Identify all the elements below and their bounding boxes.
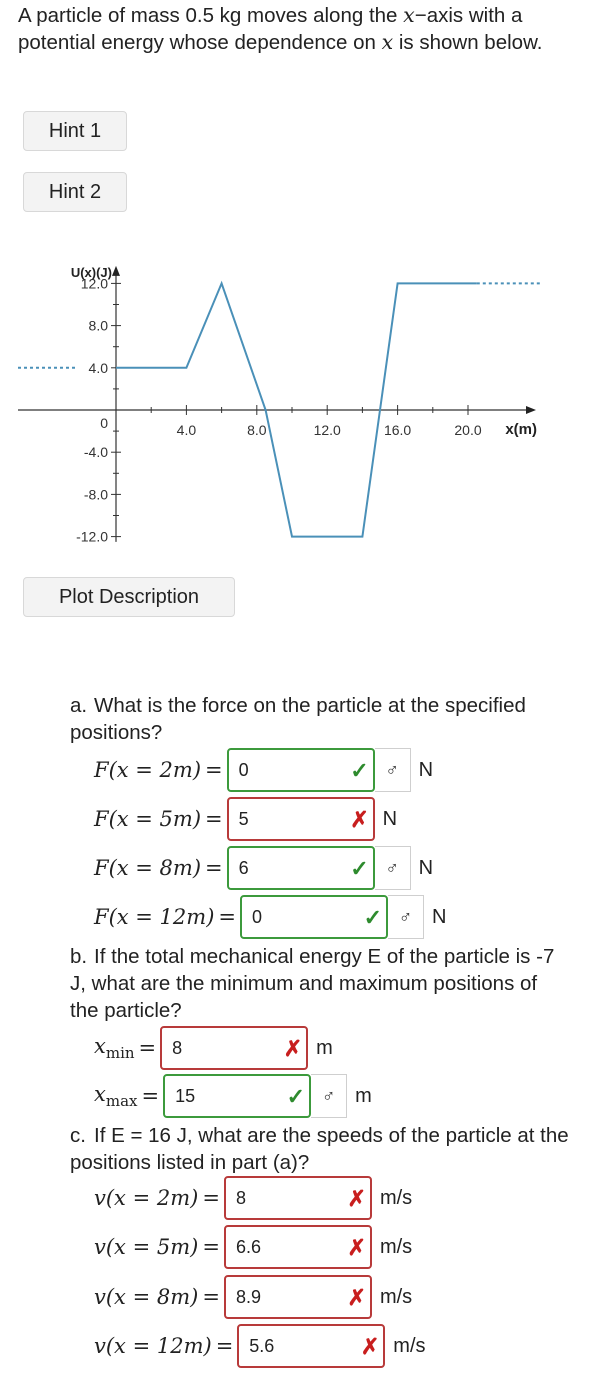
xmax-expr	[94, 1082, 137, 1110]
unit-label: m	[316, 1036, 333, 1059]
part-b-letter: b.	[70, 945, 88, 968]
x-axis-arrow	[526, 406, 536, 414]
force-row-4: F(x = 12m) = 0 ✓ ♂ N	[94, 893, 446, 941]
plot-description-button[interactable]: Plot Description	[23, 577, 235, 617]
part-b-text: If the total mechanical energy E of the particle is -7 J, what are the minimum and maximum positions of the particle?	[70, 945, 555, 1022]
force-answer-3[interactable]	[227, 846, 375, 890]
cross-icon: ✗	[347, 1235, 366, 1260]
unit-label: N	[418, 856, 434, 879]
unit-label: m/s	[379, 1285, 413, 1308]
speed-value-1: 8	[235, 1187, 246, 1208]
xmax-var: x	[94, 1081, 106, 1106]
intro-text-2: −axis with a potential energy whose dependence on	[18, 4, 523, 54]
force-row-3: F(x = 8m) = 6 ✓ ♂ N	[94, 844, 433, 892]
y-tick-label: -12.0	[76, 528, 108, 545]
hint-2-button[interactable]: Hint 2	[23, 172, 127, 212]
key-icon[interactable]: ♂	[311, 1074, 347, 1118]
speed-answer-3[interactable]	[224, 1275, 372, 1319]
speed-answer-4[interactable]	[237, 1324, 385, 1368]
unit-label: N	[382, 807, 398, 830]
speed-answer-2[interactable]	[224, 1225, 372, 1269]
speed-row-3: v(x = 8m) = 8.9 ✗ m/s	[94, 1273, 412, 1321]
part-a-text: What is the force on the particle at the specified positions?	[70, 694, 526, 744]
unit-label: N	[418, 758, 434, 781]
y-axis-label: U(x)(J)	[70, 264, 112, 280]
y-tick-label: -4.0	[83, 444, 108, 461]
force-row-2: F(x = 5m) = 5 ✗ N	[94, 795, 397, 843]
force-expr-1: F(x = 2m)	[94, 758, 202, 782]
force-value-1: 0	[238, 759, 249, 780]
xmin-value: 8	[172, 1037, 183, 1058]
force-answer-2[interactable]	[227, 797, 375, 841]
key-icon[interactable]: ♂	[375, 748, 411, 792]
part-c-text: If E = 16 J, what are the speeds of the particle at the positions listed in part (a)?	[70, 1124, 569, 1174]
x-tick-label: 16.0	[383, 422, 412, 438]
xmax-answer[interactable]	[163, 1074, 311, 1118]
part-c-question	[70, 1122, 570, 1176]
check-icon: ✓	[286, 1084, 306, 1109]
unit-label: m/s	[379, 1235, 413, 1258]
xmax-value: 15	[175, 1085, 196, 1106]
speed-value-2: 6.6	[235, 1236, 261, 1257]
check-icon: ✓	[350, 758, 369, 783]
cross-icon: ✗	[283, 1036, 303, 1061]
x-tick-label: 20.0	[454, 422, 482, 438]
speed-value-4: 5.6	[249, 1335, 275, 1356]
speed-expr-4: v(x = 12m)	[94, 1334, 212, 1358]
speed-row-4: v(x = 12m) = 5.6 ✗ m/s	[94, 1322, 426, 1370]
xmax-sub: max	[105, 1092, 138, 1111]
force-value-2: 5	[238, 808, 249, 829]
x-axis-label: x(m)	[505, 421, 537, 438]
xmin-answer[interactable]	[160, 1026, 308, 1070]
speed-row-1: v(x = 2m) = 8 ✗ m/s	[94, 1174, 412, 1222]
hint-1-button[interactable]: Hint 1	[23, 111, 127, 151]
cross-icon: ✗	[360, 1334, 380, 1359]
x-tick-label: 8.0	[247, 422, 267, 438]
force-expr-3: F(x = 8m)	[94, 856, 202, 880]
cross-icon: ✗	[350, 807, 369, 832]
part-c-letter: c.	[70, 1124, 86, 1147]
speed-value-3: 8.9	[235, 1286, 261, 1307]
xmin-expr	[94, 1034, 135, 1062]
speed-expr-1: v(x = 2m)	[94, 1186, 199, 1210]
intro-text-3: is shown below.	[393, 31, 543, 54]
intro-var-x: x	[403, 3, 415, 27]
problem-statement	[18, 2, 593, 56]
y-tick-label: 0	[100, 415, 108, 431]
xmin-var: x	[94, 1033, 106, 1058]
y-axis-arrow	[112, 266, 120, 276]
unit-label: m/s	[393, 1334, 426, 1357]
xmin-sub: min	[105, 1044, 135, 1063]
part-b-question	[70, 943, 570, 1024]
potential-energy-chart	[0, 240, 613, 570]
speed-expr-3: v(x = 8m)	[94, 1285, 199, 1309]
check-icon: ✓	[350, 856, 369, 881]
key-icon[interactable]: ♂	[375, 846, 411, 890]
part-a-question	[70, 692, 590, 746]
xmin-row: $x_{min}$ = 8 ✗ m	[94, 1024, 333, 1072]
force-row-1: F(x = 2m) = 0 ✓ ♂ N	[94, 746, 433, 794]
xmax-row: $x_{max}$ = 15 ✓ ♂ m	[94, 1072, 372, 1120]
x-tick-label: 4.0	[176, 422, 197, 438]
unit-label: m	[355, 1084, 372, 1107]
speed-answer-1[interactable]	[224, 1176, 372, 1220]
y-tick-label: -8.0	[83, 486, 108, 503]
force-expr-4: F(x = 12m)	[94, 905, 215, 929]
x-tick-label: 12.0	[313, 422, 341, 438]
speed-expr-2: v(x = 5m)	[94, 1235, 199, 1259]
key-icon[interactable]: ♂	[388, 895, 424, 939]
force-answer-4[interactable]	[240, 895, 388, 939]
check-icon: ✓	[363, 905, 382, 930]
y-tick-label: 4.0	[88, 359, 108, 376]
unit-label: m/s	[379, 1186, 413, 1209]
force-answer-1[interactable]	[227, 748, 375, 792]
y-tick-label: 12.0	[80, 275, 108, 292]
y-tick-label: 8.0	[88, 317, 108, 334]
unit-label: N	[432, 905, 447, 928]
cross-icon: ✗	[347, 1285, 366, 1310]
part-a-letter: a.	[70, 694, 88, 717]
force-value-3: 6	[238, 857, 249, 878]
speed-row-2: v(x = 5m) = 6.6 ✗ m/s	[94, 1223, 412, 1271]
cross-icon: ✗	[347, 1186, 366, 1211]
force-value-4: 0	[252, 906, 263, 927]
intro-var-x-2: x	[381, 30, 394, 54]
force-expr-2: F(x = 5m)	[94, 807, 202, 831]
intro-text-1: A particle of mass 0.5 kg moves along the	[18, 4, 404, 27]
